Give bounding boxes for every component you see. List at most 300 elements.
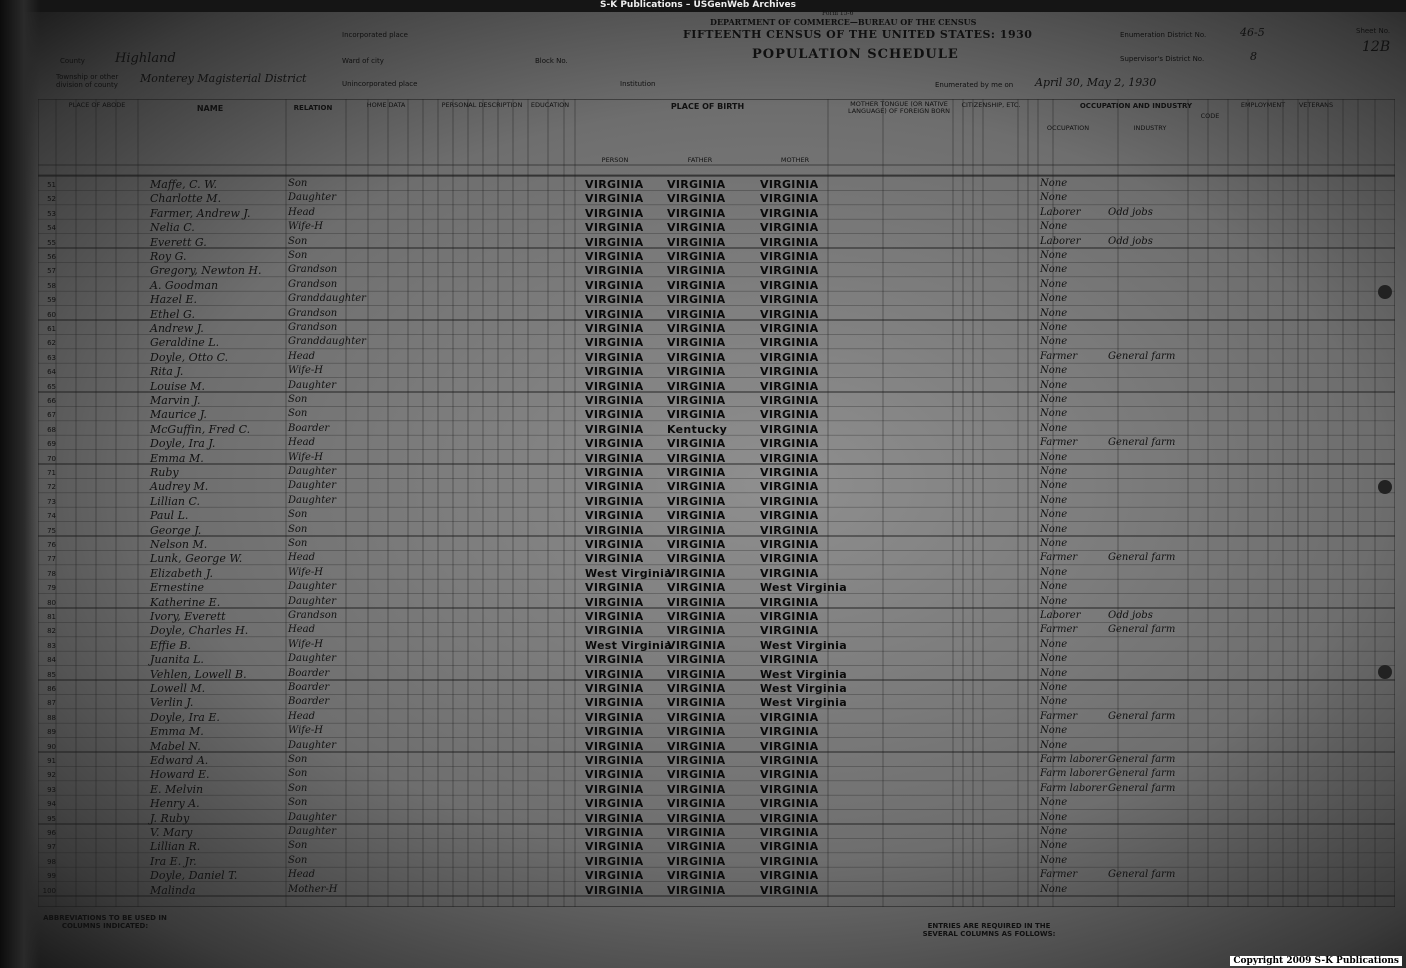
industry-value: General farm (1108, 710, 1176, 722)
birthplace-person: VIRGINIA (585, 221, 644, 235)
relation-value: Boarder (288, 696, 330, 708)
person-name: Doyle, Ira J. (150, 437, 216, 451)
person-name: Andrew J. (150, 322, 204, 335)
person-name: Maurice J. (150, 408, 207, 422)
person-name: Katherine E. (150, 595, 221, 609)
person-name: E. Melvin (150, 782, 204, 796)
person-name: Geraldine L. (150, 336, 220, 350)
birthplace-person: VIRGINIA (585, 653, 644, 667)
sheet-value: 12B (1362, 39, 1391, 55)
occupation-value: None (1040, 293, 1068, 305)
relation-value: Grandson (288, 307, 338, 319)
birthplace-father: VIRGINIA (667, 408, 726, 422)
occupation-value: Laborer (1040, 610, 1081, 621)
birthplace-person: VIRGINIA (585, 782, 644, 796)
birthplace-mother: VIRGINIA (760, 782, 819, 796)
row-number: 82 (47, 627, 56, 636)
birthplace-father: VIRGINIA (667, 523, 726, 537)
relation-value: Son (288, 782, 308, 794)
occupation-value: None (1040, 394, 1068, 405)
person-name: McGuffin, Fred C. (150, 422, 251, 436)
birthplace-father: VIRGINIA (667, 768, 726, 782)
birthplace-father: Kentucky (667, 422, 728, 436)
industry-header: INDUSTRY (1133, 124, 1167, 132)
relation-value: Wife-H (288, 451, 324, 463)
birthplace-father: VIRGINIA (667, 494, 726, 508)
occupation-industry-header: OCCUPATION AND INDUSTRY (1079, 102, 1193, 110)
birthplace-person: VIRGINIA (585, 480, 644, 494)
birthplace-mother: VIRGINIA (760, 394, 819, 407)
person-name: Nelson M. (150, 538, 208, 551)
abbreviations-header: ABBREVIATIONS TO BE USED IN COLUMNS INDICATED: (43, 914, 167, 930)
row-number: 77 (47, 555, 56, 564)
relation-value: Son (288, 523, 308, 535)
industry-value: General farm (1108, 869, 1176, 881)
relation-value: Wife-H (288, 725, 324, 737)
top-banner: S-K Publications – USGenWeb Archives (600, 0, 796, 10)
birthplace-person: VIRGINIA (585, 278, 644, 292)
person-name: Nelia C. (150, 221, 195, 235)
birthplace-person: VIRGINIA (585, 494, 644, 508)
person-name: Effie B. (150, 638, 191, 652)
relation-value: Son (288, 394, 308, 405)
birthplace-father: VIRGINIA (667, 365, 726, 379)
citizenship-header: CITIZENSHIP, ETC. (961, 101, 1021, 109)
row-number: 75 (47, 526, 56, 535)
row-number: 91 (47, 757, 56, 765)
birthplace-person: VIRGINIA (585, 826, 644, 839)
person-name: Elizabeth J. (150, 566, 214, 580)
birthplace-father: VIRGINIA (667, 869, 726, 883)
birthplace-mother: VIRGINIA (760, 350, 819, 364)
birthplace-mother: VIRGINIA (760, 264, 819, 278)
birthplace-mother: VIRGINIA (760, 494, 819, 508)
birthplace-person: VIRGINIA (585, 610, 644, 623)
relation-value: Son (288, 250, 308, 261)
industry-value: Odd jobs (1108, 206, 1153, 218)
occupation-value: None (1040, 264, 1068, 276)
birthplace-father: VIRGINIA (667, 667, 726, 681)
schedule-subtitle: POPULATION SCHEDULE (752, 47, 959, 62)
occupation-value: None (1040, 192, 1068, 204)
birthplace-person: VIRGINIA (585, 250, 644, 263)
birthplace-person: VIRGINIA (585, 466, 644, 479)
birthplace-father: VIRGINIA (667, 250, 726, 263)
person-name: Emma M. (150, 725, 204, 739)
row-number: 98 (47, 857, 56, 866)
occupation-value: None (1040, 696, 1068, 708)
birthplace-father: VIRGINIA (667, 264, 726, 278)
row-number: 71 (47, 469, 56, 477)
person-name: Paul L. (150, 509, 189, 523)
birthplace-father: VIRGINIA (667, 206, 726, 220)
supervisors-district-label: Supervisor's District No. (1120, 55, 1205, 63)
person-name: Rita J. (150, 365, 184, 379)
relation-value: Wife-H (288, 638, 324, 650)
occupation-value: Laborer (1040, 235, 1081, 247)
occupation-value: None (1040, 797, 1068, 809)
birthplace-father: VIRGINIA (667, 653, 726, 667)
birthplace-person: VIRGINIA (585, 869, 644, 883)
birthplace-father: VIRGINIA (667, 480, 726, 494)
birthplace-mother: VIRGINIA (760, 451, 819, 465)
person-name: J. Ruby (150, 811, 190, 825)
birthplace-mother: West Virginia (760, 682, 847, 695)
row-number: 78 (47, 569, 56, 578)
occupation-value: None (1040, 883, 1068, 895)
relation-value: Son (288, 509, 308, 521)
birthplace-father: VIRGINIA (667, 624, 726, 638)
birthplace-person: VIRGINIA (585, 422, 644, 436)
binder-hole (1378, 480, 1392, 494)
unincorporated-label: Unincorporated place (342, 80, 418, 88)
occupation-value: Farmer (1040, 350, 1078, 362)
row-number: 83 (47, 641, 56, 650)
person-name: Emma M. (150, 451, 204, 465)
occupation-value: Laborer (1040, 206, 1081, 218)
occupation-value: None (1040, 739, 1068, 751)
person-name: Verlin J. (150, 696, 194, 710)
place-of-abode-header: PLACE OF ABODE (68, 101, 126, 109)
occupation-value: None (1040, 322, 1068, 333)
person-name: Ivory, Everett (150, 610, 226, 623)
row-number: 72 (47, 483, 56, 492)
birthplace-person: VIRGINIA (585, 883, 644, 897)
birthplace-person: VIRGINIA (585, 710, 644, 724)
birthplace-father: VIRGINIA (667, 682, 726, 695)
relation-value: Head (288, 437, 316, 449)
occupation-value: Farm laborer (1040, 768, 1107, 780)
birthplace-mother: VIRGINIA (760, 278, 819, 292)
birthplace-mother: VIRGINIA (760, 538, 819, 551)
birthplace-person: VIRGINIA (585, 365, 644, 379)
birthplace-person: VIRGINIA (585, 394, 644, 407)
birthplace-father: VIRGINIA (667, 696, 726, 710)
occupation-value: Farmer (1040, 710, 1078, 722)
block-label: Block No. (535, 57, 568, 65)
relation-value: Daughter (288, 480, 336, 492)
incorporated-place-label: Incorporated place (342, 31, 408, 39)
person-name: Ruby (150, 466, 179, 479)
occupation-value: None (1040, 221, 1068, 233)
birthplace-mother: VIRGINIA (760, 336, 819, 350)
birthplace-person: VIRGINIA (585, 336, 644, 350)
birthplace-mother: VIRGINIA (760, 250, 819, 263)
birthplace-father: VIRGINIA (667, 538, 726, 551)
birthplace-father: VIRGINIA (667, 797, 726, 811)
person-name: Henry A. (150, 797, 200, 811)
relation-value: Daughter (288, 581, 336, 593)
industry-value: Odd jobs (1108, 610, 1153, 621)
birthplace-mother: VIRGINIA (760, 754, 819, 767)
birthplace-mother: VIRGINIA (760, 840, 819, 854)
birthplace-mother: West Virginia (760, 638, 847, 652)
birthplace-father: VIRGINIA (667, 754, 726, 767)
person-name: Farmer, Andrew J. (150, 206, 251, 220)
occupation-value: Farmer (1040, 552, 1078, 564)
birthplace-mother: VIRGINIA (760, 322, 819, 335)
veterans-header: VETERANS (1298, 101, 1334, 109)
occupation-value: None (1040, 480, 1068, 492)
personal-description-header: PERSONAL DESCRIPTION (441, 101, 523, 109)
birthplace-person: VIRGINIA (585, 206, 644, 220)
relation-value: Head (288, 552, 316, 564)
birthplace-father: VIRGINIA (667, 581, 726, 595)
occupation-value: None (1040, 408, 1068, 420)
birthplace-person: VIRGINIA (585, 322, 644, 335)
row-number: 57 (47, 267, 56, 276)
relation-value: Daughter (288, 826, 336, 837)
occupation-value: None (1040, 307, 1068, 319)
birthplace-person: VIRGINIA (585, 235, 644, 249)
industry-value: General farm (1108, 437, 1176, 449)
row-number: 64 (47, 368, 56, 377)
ward-label: Ward of city (342, 57, 384, 65)
relation-value: Son (288, 797, 308, 809)
row-number: 73 (47, 497, 56, 506)
industry-value: Odd jobs (1108, 235, 1153, 247)
birthplace-person: VIRGINIA (585, 624, 644, 638)
occupation-value: Farmer (1040, 437, 1078, 449)
birthplace-father: VIRGINIA (667, 739, 726, 753)
birthplace-person: VIRGINIA (585, 581, 644, 595)
birthplace-father: VIRGINIA (667, 451, 726, 465)
birthplace-mother: VIRGINIA (760, 624, 819, 638)
row-number: 80 (47, 598, 56, 607)
birthplace-father: VIRGINIA (667, 595, 726, 609)
person-name: Doyle, Otto C. (150, 350, 229, 364)
relation-value: Head (288, 206, 316, 218)
person-name: Doyle, Daniel T. (150, 869, 238, 883)
birthplace-mother: VIRGINIA (760, 293, 819, 307)
birthplace-person: VIRGINIA (585, 797, 644, 811)
birthplace-mother: VIRGINIA (760, 221, 819, 235)
birthplace-person: VIRGINIA (585, 739, 644, 753)
occupation-value: None (1040, 278, 1068, 290)
row-number: 99 (47, 872, 56, 881)
person-name: Everett G. (150, 235, 207, 249)
education-header: EDUCATION (530, 101, 570, 109)
mother-header: MOTHER (780, 156, 810, 164)
birthplace-father: VIRGINIA (667, 710, 726, 724)
occupation-value: None (1040, 538, 1068, 549)
birthplace-mother: VIRGINIA (760, 710, 819, 724)
birthplace-father: VIRGINIA (667, 883, 726, 897)
relation-value: Granddaughter (288, 336, 366, 348)
birthplace-mother: VIRGINIA (760, 811, 819, 825)
person-name: Lunk, George W. (150, 552, 243, 566)
occupation-value: None (1040, 466, 1068, 477)
binder-hole (1378, 665, 1392, 679)
industry-value: General farm (1108, 624, 1176, 636)
birthplace-person: VIRGINIA (585, 552, 644, 566)
person-name: Lillian R. (150, 840, 201, 854)
industry-value: General farm (1108, 754, 1176, 765)
row-number: 96 (47, 829, 56, 837)
row-number: 66 (47, 397, 56, 405)
relation-value: Head (288, 869, 316, 881)
birthplace-person: VIRGINIA (585, 768, 644, 782)
industry-value: General farm (1108, 768, 1176, 780)
birthplace-person: VIRGINIA (585, 538, 644, 551)
birthplace-father: VIRGINIA (667, 192, 726, 206)
birthplace-person: VIRGINIA (585, 811, 644, 825)
occupation-value: None (1040, 494, 1068, 506)
relation-value: Son (288, 854, 308, 866)
binder-hole (1378, 285, 1392, 299)
row-number: 69 (47, 440, 56, 449)
birthplace-person: VIRGINIA (585, 667, 644, 681)
relation-value: Grandson (288, 610, 338, 621)
row-number: 97 (47, 843, 56, 852)
person-name: Ernestine (150, 581, 205, 595)
person-name: Doyle, Charles H. (150, 624, 249, 638)
row-number: 93 (47, 785, 56, 794)
occupation-value: Farm laborer (1040, 782, 1107, 794)
birthplace-mother: VIRGINIA (760, 466, 819, 479)
birthplace-father: VIRGINIA (667, 293, 726, 307)
row-number: 51 (47, 181, 56, 189)
industry-value: General farm (1108, 552, 1176, 564)
birthplace-mother: VIRGINIA (760, 739, 819, 753)
relation-value: Daughter (288, 811, 336, 823)
township-value: Monterey Magisterial District (140, 72, 307, 85)
birthplace-mother: VIRGINIA (760, 653, 819, 667)
birthplace-father: VIRGINIA (667, 811, 726, 825)
person-name: Juanita L. (150, 653, 204, 667)
birthplace-person: West Virginia (585, 566, 672, 580)
birthplace-father: VIRGINIA (667, 394, 726, 407)
person-name: Audrey M. (150, 480, 209, 494)
birthplace-father: VIRGINIA (667, 566, 726, 580)
occupation-value: None (1040, 379, 1068, 391)
birthplace-father: VIRGINIA (667, 278, 726, 292)
relation-value: Grandson (288, 322, 338, 333)
occupation-value: None (1040, 365, 1068, 377)
person-name: Louise M. (150, 379, 205, 393)
relation-value: Mother-H (288, 883, 338, 895)
person-name: Edward A. (150, 754, 209, 767)
birthplace-mother: VIRGINIA (760, 854, 819, 868)
industry-value: General farm (1108, 350, 1176, 362)
relation-value: Son (288, 840, 308, 852)
birthplace-person: VIRGINIA (585, 350, 644, 364)
birthplace-person: West Virginia (585, 638, 672, 652)
birthplace-mother: VIRGINIA (760, 595, 819, 609)
occupation-value: None (1040, 826, 1068, 837)
row-number: 62 (47, 339, 56, 348)
birthplace-mother: VIRGINIA (760, 480, 819, 494)
birthplace-person: VIRGINIA (585, 293, 644, 307)
birthplace-mother: West Virginia (760, 581, 847, 595)
birthplace-father: VIRGINIA (667, 552, 726, 566)
row-number: 61 (47, 325, 56, 333)
relation-value: Son (288, 235, 308, 247)
row-number: 65 (47, 382, 56, 391)
birthplace-father: VIRGINIA (667, 782, 726, 796)
birthplace-mother: VIRGINIA (760, 826, 819, 839)
row-number: 63 (47, 353, 56, 362)
birthplace-person: VIRGINIA (585, 437, 644, 451)
occupation-value: None (1040, 250, 1068, 261)
person-name: Malinda (150, 883, 196, 897)
relation-value: Son (288, 768, 308, 780)
occupation-value: Farmer (1040, 624, 1078, 636)
row-number: 79 (47, 584, 56, 593)
relation-value: Boarder (288, 422, 330, 434)
person-name: Lowell M. (150, 682, 206, 695)
relation-value: Grandson (288, 278, 338, 290)
enumeration-district-label: Enumeration District No. (1120, 31, 1207, 39)
birthplace-mother: VIRGINIA (760, 379, 819, 393)
person-name: Hazel E. (150, 293, 197, 307)
institution-label: Institution (620, 80, 656, 88)
birthplace-father: VIRGINIA (667, 610, 726, 623)
birthplace-father: VIRGINIA (667, 322, 726, 335)
birthplace-mother: VIRGINIA (760, 408, 819, 422)
occupation-value: None (1040, 178, 1068, 189)
relation-value: Daughter (288, 379, 336, 391)
relation-value: Son (288, 178, 308, 189)
occupation-value: None (1040, 840, 1068, 852)
copyright-notice: Copyright 2009 S-K Publications (1230, 956, 1402, 966)
birthplace-person: VIRGINIA (585, 509, 644, 523)
birthplace-mother: VIRGINIA (760, 178, 819, 191)
birthplace-mother: VIRGINIA (760, 725, 819, 739)
birthplace-mother: VIRGINIA (760, 523, 819, 537)
birthplace-father: VIRGINIA (667, 509, 726, 523)
birthplace-mother: VIRGINIA (760, 552, 819, 566)
relation-value: Daughter (288, 466, 336, 477)
relation-header: RELATION (293, 104, 333, 112)
row-number: 52 (47, 195, 56, 204)
birthplace-person: VIRGINIA (585, 192, 644, 206)
occupation-value: None (1040, 653, 1068, 665)
birthplace-mother: West Virginia (760, 696, 847, 710)
row-number: 59 (47, 296, 56, 305)
census-title: FIFTEENTH CENSUS OF THE UNITED STATES: 1930 (683, 28, 1033, 41)
occupation-value: None (1040, 509, 1068, 521)
row-number: 81 (47, 613, 56, 621)
row-number: 85 (47, 670, 56, 679)
birthplace-mother: VIRGINIA (760, 437, 819, 451)
row-number: 92 (47, 771, 56, 780)
occupation-value: None (1040, 811, 1068, 823)
birthplace-mother: VIRGINIA (760, 566, 819, 580)
birthplace-father: VIRGINIA (667, 638, 726, 652)
occupation-value: None (1040, 682, 1068, 693)
person-name: George J. (150, 523, 202, 537)
row-number: 84 (47, 656, 56, 665)
birthplace-father: VIRGINIA (667, 379, 726, 393)
relation-value: Daughter (288, 653, 336, 665)
person-header: PERSON (601, 156, 629, 164)
person-name: Ethel G. (150, 307, 195, 321)
occupation-value: None (1040, 581, 1068, 593)
relation-value: Son (288, 538, 308, 549)
birthplace-mother: VIRGINIA (760, 883, 819, 897)
occupation-value: None (1040, 638, 1068, 650)
person-name: Marvin J. (150, 394, 201, 407)
birthplace-person: VIRGINIA (585, 754, 644, 767)
row-number: 89 (47, 728, 56, 737)
birthplace-father: VIRGINIA (667, 854, 726, 868)
birthplace-person: VIRGINIA (585, 595, 644, 609)
occupation-value: Farm laborer (1040, 754, 1107, 765)
industry-value: General farm (1108, 782, 1176, 794)
person-name: Gregory, Newton H. (150, 264, 262, 278)
occupation-value: Farmer (1040, 869, 1078, 881)
